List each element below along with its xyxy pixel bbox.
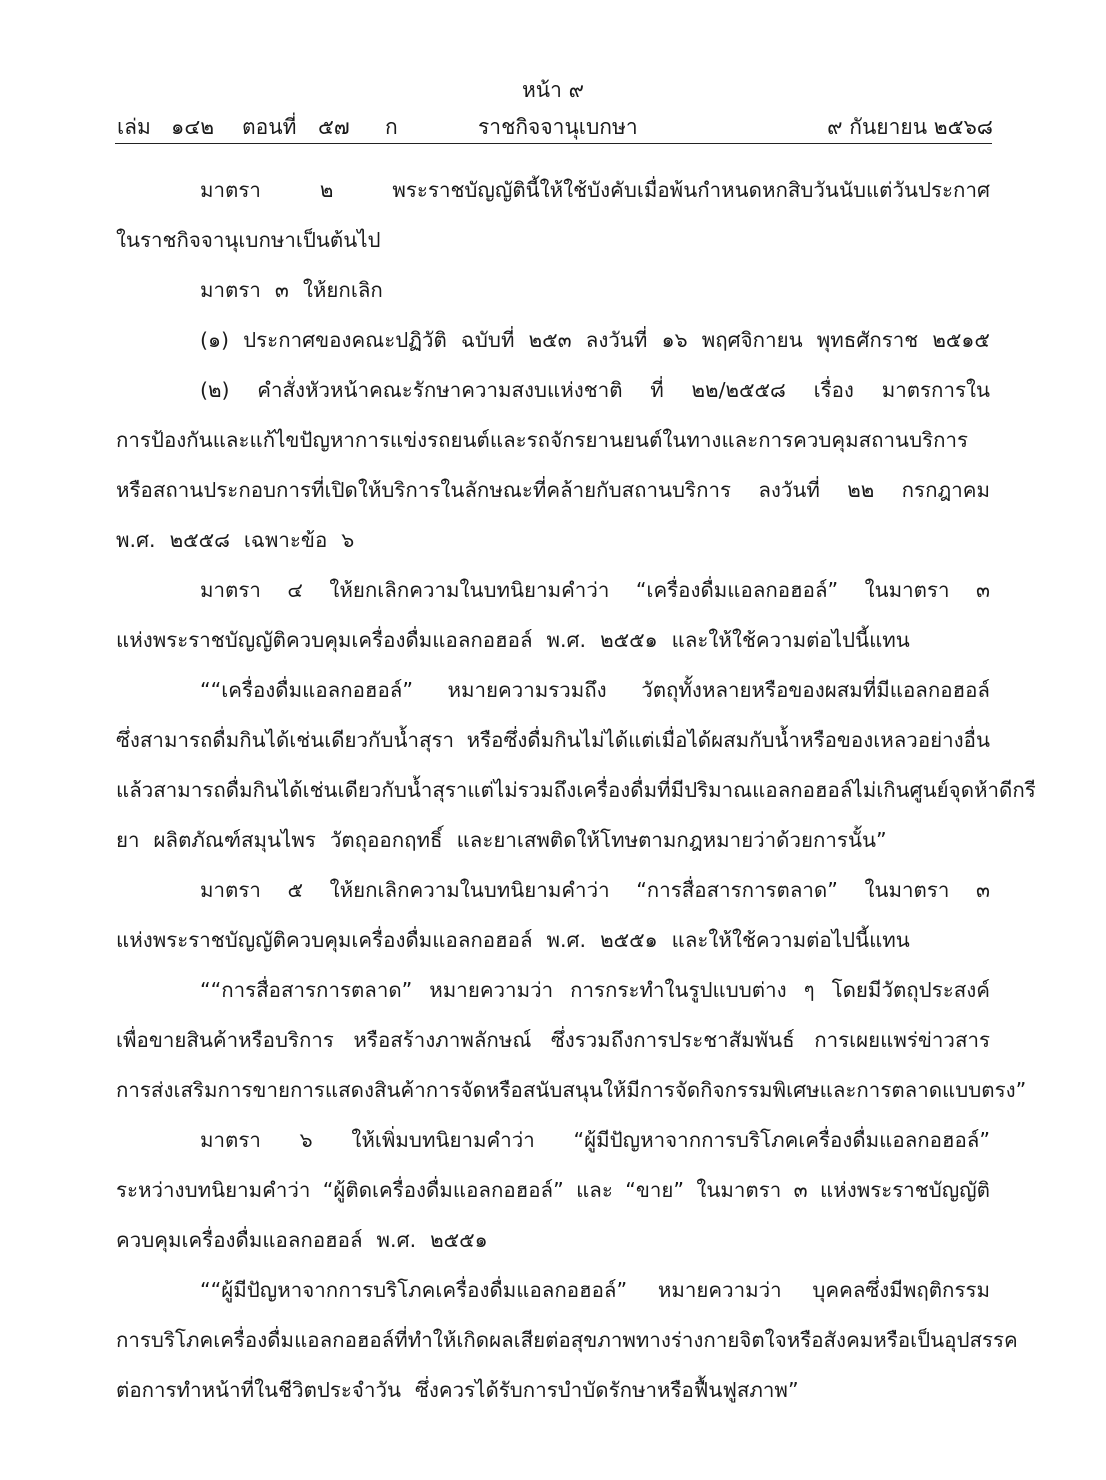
text-segment: พระราชบัญญัตินี้ให้ใช้บังคับเมื่อพ้นกำหนดหกสิบวันนับแต่วันประกาศ [392, 178, 990, 202]
text-segment: การแสดงสินค้า [289, 1078, 426, 1102]
section-number: ๕๗ [318, 115, 350, 139]
text-segment: หรือเป็นอุปสรรค [873, 1328, 1018, 1352]
text-line [116, 965, 990, 1015]
section-letter: ก [385, 115, 398, 139]
text-segment: ๒๕๓ [528, 328, 572, 352]
text-line [116, 815, 990, 865]
text-segment: และการตลาดแบบตรง” [819, 1078, 1027, 1102]
text-segment: การบริโภคเครื่องดื่มแอลกอฮอล์ที่ทำให้เกิดผลเสียต่อสุขภาพทางร่างกาย [116, 1328, 740, 1352]
text-segment: “เครื่องดื่มแอลกอฮอล์” [635, 578, 839, 602]
text-segment: พุทธศักราช [816, 328, 919, 352]
text-segment: ให้ยกเลิกความในบทนิยามคำว่า [329, 878, 610, 902]
text-segment: วัตถุทั้งหลายหรือของผสมที่มีแอลกอฮอล์ [641, 678, 990, 702]
text-segment: แต่ไม่รวมถึงเครื่องดื่มที่มีปริมาณแอลกอฮอล์ไม่เกินศูนย์จุดห้าดีกรี [467, 778, 1036, 802]
text-segment: หมายความรวมถึง [447, 678, 607, 702]
text-line [116, 165, 990, 215]
text-segment: ๓ [975, 578, 990, 602]
text-segment: ให้ยกเลิก [302, 278, 383, 302]
text-segment: ๒๒/๒๕๕๘ [691, 378, 786, 402]
text-segment: แห่งพระราชบัญญัติควบคุมเครื่องดื่มแอลกอฮอล์ [116, 628, 533, 652]
text-segment: มาตรา [200, 578, 261, 602]
text-segment: มาตรการใน [881, 378, 990, 402]
text-segment: ต่อการทำหน้าที่ในชีวิตประจำวัน [116, 1378, 401, 1402]
text-line [116, 1165, 990, 1215]
text-line [116, 1115, 990, 1165]
text-segment: ควบคุมเครื่องดื่มแอลกอฮอล์ [116, 1228, 363, 1252]
text-segment: การเผยแพร่ข่าวสาร [814, 1028, 990, 1052]
text-segment: พ.ศ. [116, 528, 156, 552]
text-segment: ซึ่งสามารถดื่มกินได้เช่นเดียวกับน้ำสุรา [116, 728, 455, 752]
text-segment: ๒๕๕๑ [430, 1228, 488, 1252]
text-line [116, 215, 990, 265]
text-segment: ซึ่งควรได้รับการบำบัดรักษาหรือฟื้นฟูสภาพ” [414, 1378, 799, 1402]
text-segment: พ.ศ. [376, 1228, 417, 1252]
text-segment: ““เครื่องดื่มแอลกอฮอล์” [200, 678, 413, 702]
text-segment: มาตรา [200, 878, 261, 902]
text-segment: มาตรา [200, 278, 261, 302]
text-segment: มาตรา [200, 178, 261, 202]
text-segment: เพื่อขายสินค้าหรือบริการ [116, 1028, 334, 1052]
text-segment: และให้ใช้ความต่อไปนี้แทน [671, 628, 910, 652]
text-line [116, 1215, 990, 1265]
text-line [116, 515, 990, 565]
text-segment: ““ผู้มีปัญหาจากการบริโภคเครื่องดื่มแอลกอฮอล์” [200, 1278, 628, 1302]
text-segment: (๑) [200, 328, 230, 352]
text-segment: ในมาตรา [864, 578, 950, 602]
volume-label: เล่ม [117, 115, 151, 139]
text-segment: ประกาศของคณะปฏิวัติ [243, 328, 447, 352]
text-segment: ๓ [793, 1178, 808, 1202]
text-segment: ยา [116, 828, 140, 852]
text-segment: ๖ [299, 1128, 313, 1152]
text-segment: คำสั่งหัวหน้าคณะรักษาความสงบแห่งชาติ [257, 378, 623, 402]
text-segment: ให้ยกเลิกความในบทนิยามคำว่า [329, 578, 610, 602]
text-segment: วัตถุออกฤทธิ์ [329, 828, 443, 852]
gazette-name: ราชกิจจานุเบกษา [478, 115, 638, 139]
text-segment: เฉพาะข้อ [243, 528, 328, 552]
text-segment: ๕ [287, 878, 303, 902]
text-segment: โดยมีวัตถุประสงค์ [831, 978, 990, 1002]
text-line [116, 665, 990, 715]
text-line [116, 865, 990, 915]
text-segment: ฉบับที่ [460, 328, 515, 352]
publication-date: ๙ กันยายน ๒๕๖๘ [827, 115, 993, 139]
text-segment: และ [576, 1178, 613, 1202]
text-line [116, 1015, 990, 1065]
text-line [116, 265, 990, 315]
text-segment: ๆ [803, 978, 815, 1002]
text-segment: กรกฎาคม [901, 478, 990, 502]
text-segment: แห่งพระราชบัญญัติ [820, 1178, 990, 1202]
text-line [116, 1315, 1018, 1365]
text-line [116, 415, 990, 465]
text-segment: “ขาย” [625, 1178, 685, 1202]
text-segment: ให้เพิ่มบทนิยามคำว่า [351, 1128, 535, 1152]
text-segment: ๑๖ [661, 328, 688, 352]
text-segment: เรื่อง [813, 378, 854, 402]
text-segment: หรือสร้างภาพลักษณ์ [353, 1028, 532, 1052]
text-segment: ในมาตรา [864, 878, 950, 902]
text-segment: และยาเสพติดให้โทษตามกฎหมายว่าด้วยการนั้น” [456, 828, 887, 852]
text-segment: ลงวันที่ [758, 478, 820, 502]
text-line [116, 565, 990, 615]
text-segment: หมายความว่า [429, 978, 554, 1002]
text-segment: ๒๕๕๑ [600, 928, 658, 952]
text-line [116, 1065, 1027, 1115]
text-segment: พฤศจิกายน [701, 328, 803, 352]
section-label: ตอนที่ [242, 115, 297, 139]
text-segment: ในมาตรา [696, 1178, 782, 1202]
text-segment: การจัดหรือสนับสนุนให้มีการจัดกิจกรรมพิเศษ [425, 1078, 820, 1102]
text-segment: แห่งพระราชบัญญัติควบคุมเครื่องดื่มแอลกอฮอล์ [116, 928, 533, 952]
text-line [116, 615, 990, 665]
text-line [116, 915, 990, 965]
text-segment: หรือสถานประกอบการที่เปิดให้บริการในลักษณะที่คล้ายกับสถานบริการ [116, 478, 731, 502]
text-segment: ลงวันที่ [585, 328, 648, 352]
text-segment: ระหว่างบทนิยามคำว่า [116, 1178, 311, 1202]
text-segment: ที่ [650, 378, 664, 402]
text-segment: ผลิตภัณฑ์สมุนไพร [153, 828, 316, 852]
text-line [116, 1265, 990, 1315]
text-segment: พ.ศ. [546, 628, 587, 652]
volume-number: ๑๔๒ [171, 115, 215, 139]
text-segment: ๒๕๑๕ [932, 328, 990, 352]
text-segment: ๒๕๕๑ [600, 628, 658, 652]
text-segment: ๓ [274, 278, 289, 302]
text-line [116, 465, 990, 515]
text-segment: (๒) [200, 378, 230, 402]
text-segment: แล้วสามารถดื่มกินได้เช่นเดียวกับน้ำสุรา [116, 778, 468, 802]
text-segment: “ผู้มีปัญหาจากการบริโภคเครื่องดื่มแอลกอฮอล์” [573, 1128, 990, 1152]
page-number: หน้า ๙ [521, 78, 585, 102]
text-segment: ๖ [341, 528, 355, 552]
text-segment: จิตใจหรือสังคม [739, 1328, 874, 1352]
text-segment: “การสื่อสารการตลาด” [636, 878, 838, 902]
text-segment: การป้องกันและแก้ไขปัญหาการแข่งรถยนต์และรถจักรยานยนต์ในทางและการควบคุมสถานบริการ [116, 428, 969, 452]
text-line [116, 365, 990, 415]
text-line [116, 715, 990, 765]
text-segment: ““การสื่อสารการตลาด” [200, 978, 413, 1002]
text-segment: “ผู้ติดเครื่องดื่มแอลกอฮอล์” [322, 1178, 564, 1202]
text-segment: หมายความว่า [657, 1278, 782, 1302]
text-segment: การส่งเสริมการขาย [116, 1078, 290, 1102]
header-rule [115, 143, 992, 144]
text-segment: ๔ [287, 578, 303, 602]
text-segment: มาตรา [200, 1128, 261, 1152]
text-segment: และให้ใช้ความต่อไปนี้แทน [671, 928, 910, 952]
text-segment: พ.ศ. [546, 928, 587, 952]
document-body [116, 165, 1036, 1415]
text-segment: บุคคลซึ่งมีพฤติกรรม [812, 1278, 990, 1302]
text-line [116, 1365, 990, 1415]
text-segment: ในราชกิจจานุเบกษาเป็นต้นไป [116, 228, 381, 252]
text-segment: ซึ่งรวมถึงการประชาสัมพันธ์ [550, 1028, 795, 1052]
text-segment: การกระทำในรูปแบบต่าง [570, 978, 787, 1002]
text-segment: ๓ [975, 878, 990, 902]
text-line [116, 315, 990, 365]
text-line [116, 765, 1036, 815]
text-segment: ๒ [319, 178, 334, 202]
text-segment: ๒๕๕๘ [169, 528, 230, 552]
text-segment: ๒๒ [847, 478, 875, 502]
text-segment: หรือซึ่งดื่มกินไม่ได้แต่เมื่อได้ผสมกับน้ำหรือของเหลวอย่างอื่น [466, 728, 990, 752]
